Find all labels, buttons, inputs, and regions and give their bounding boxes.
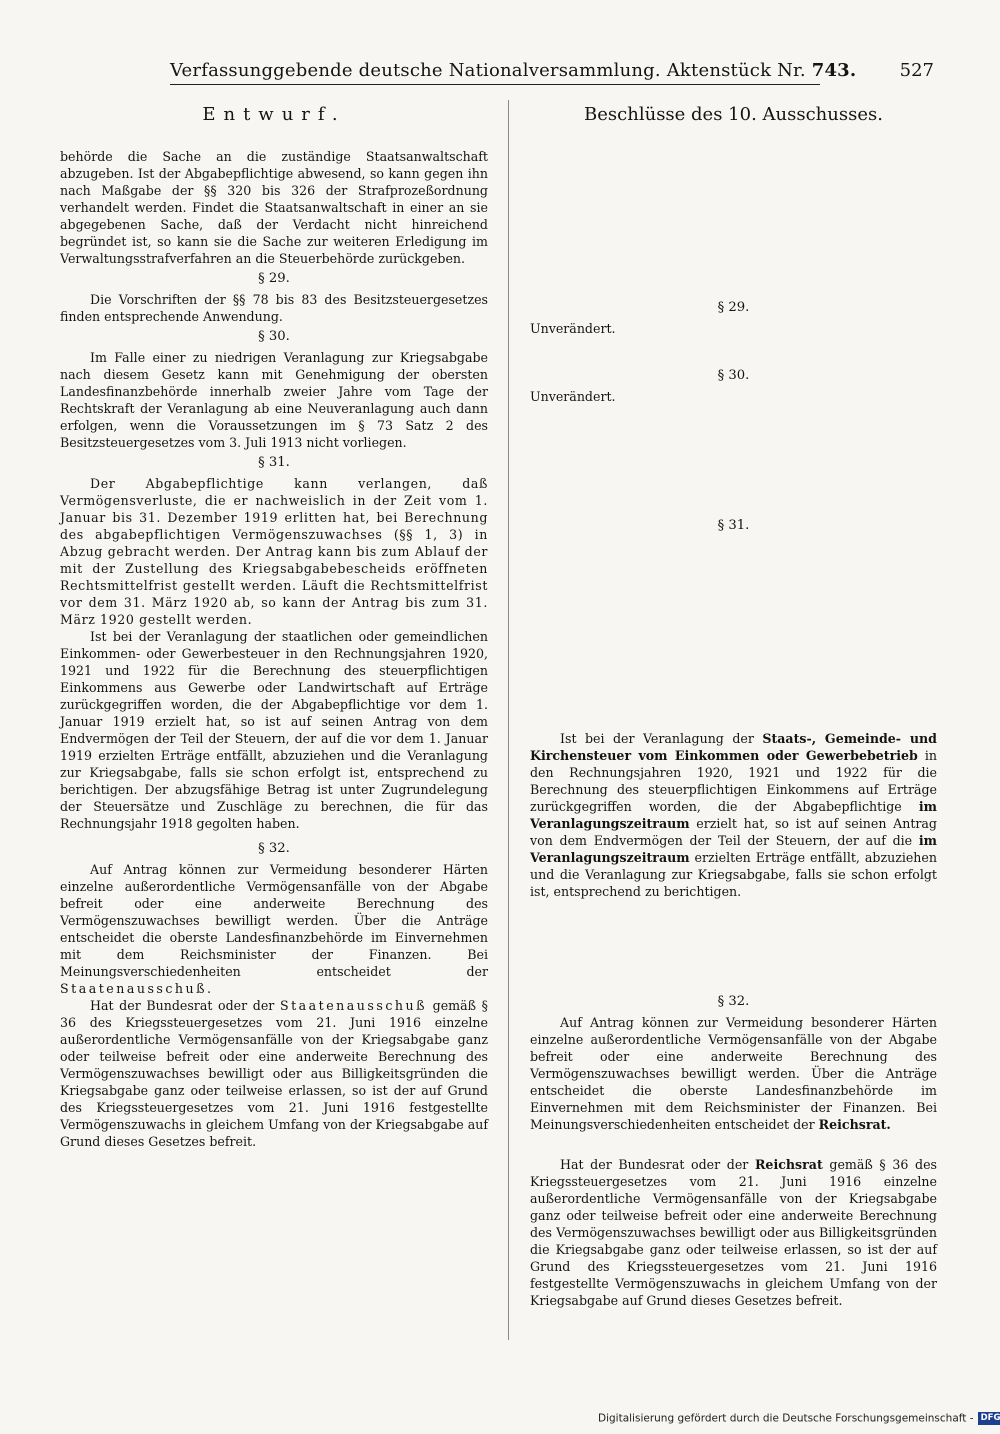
left-column-heading: Entwurf. <box>202 104 346 125</box>
section-32-paragraph-1 <box>60 861 488 997</box>
right-section-31-title: § 31. <box>717 518 750 533</box>
right-s32-p2-text-b: gemäß § 36 des Kriegssteuergesetzes vom 21. Juni 1916 einzelne außerordentliche Vermögensanfälle von der Kriegsabgabe ganz oder teilweise befreit oder eine anderweite Berechnung des Vermögenszuwachses bewilligt oder aus Billigkeitsgründen die Kriegsabgabe ganz oder teilweise erlassen, so ist der auf Grund des Kriegssteuergesetzes vom 21. Juni 1916 festgestellte Vermögenszuwachs in gleichem Umfang von der Kriegsabgabe auf Grund dieses Gesetzes befreit. <box>530 1157 937 1308</box>
section-31-paragraph-2: Ist bei der Veranlagung der staatlichen oder gemeindlichen Einkommen- oder Gewerbesteuer in den Rechnungsjahren 1920, 1921 und 1922 für die Berechnung des steuerpflichtigen Einkommens aus Gewerbe oder Landwirtschaft auf Erträge zurückgegriffen worden, die der Abgabepflichtige vor dem 1. Januar 1919 erzielt hat, so ist auf seinen Antrag von dem Endvermögen der Teil der Steuern, der auf die vor dem 1. Januar 1919 erzielten Erträge entfällt, abzuziehen und die Veranlagung zur Kriegsabgabe, falls sie schon erfolgt ist, entsprechend zu berichtigen. Der abzugsfähige Betrag ist unter Zugrundelegung der Steuersätze und Zuschläge zu berechnen, die für das Rechnungsjahr 1918 gegolten haben. <box>60 629 488 831</box>
section-31-paragraph-1: Der Abgabepflichtige kann verlangen, daß Vermögensverluste, die er nachweislich in der Zeit vom 1. Januar bis 31. Dezember 1919 erlitten hat, bei Berechnung des abgabepflichtigen Vermögenszuwachses (§§ 1, 3) in Abzug gebracht werden. Der Antrag kann bis zum Ablauf der mit der Zustellung des Kriegsabgabebescheids eröffneten Rechtsmittelfrist gestellt werden. Läuft die Rechtsmittelfrist vor dem 31. März 1920 ab, so kann der Antrag bis zum 31. März 1920 gestellt werden. <box>60 476 488 627</box>
right-section-30 <box>530 364 937 405</box>
right-section-29-text: Unverändert. <box>530 321 616 336</box>
running-title-text: Verfassunggebende deutsche Nationalversammlung. Aktenstück Nr. <box>170 60 806 81</box>
header-rule <box>170 84 820 85</box>
right-s31-bold-1: Staats-, Gemeinde- und Kirchensteuer vom Einkommen oder Gewerbebetrieb <box>530 731 937 763</box>
right-section-31-title-block <box>530 514 937 538</box>
section-30-text: Im Falle einer zu niedrigen Veranlagung zur Kriegsabgabe nach diesem Gesetz kann mit Genehmigung der obersten Landesfinanzbehörde innerhalb zweier Jahre vom Tage der Rechtskraft der Veranlagung ab eine Neuveranlagung auch dann erfolgen, wenn die Voraussetzungen im § 73 Satz 2 des Besitzsteuergesetzes vom 3. Juli 1913 nicht vorliegen. <box>60 350 488 450</box>
right-section-30-text: Unverändert. <box>530 389 616 404</box>
right-s32-p2-bold: Reichsrat <box>754 1157 823 1172</box>
right-s31-bold-2: im Veranlagungszeitraum <box>530 799 937 831</box>
section-31-title: § 31. <box>258 455 290 470</box>
left-column-draft <box>60 104 488 1150</box>
right-s31-text-c: erzielt hat, so ist auf seinen Antrag von dem Endvermögen der Teil der Steuern, der auf die <box>530 816 937 848</box>
section-29-title: § 29. <box>258 271 290 286</box>
right-s31-text-d: erzielten Erträge entfällt, abzuziehen und die Veranlagung zur Kriegsabgabe, falls sie schon erfolgt ist, entsprechend zu berichtigen. <box>530 850 937 899</box>
dfg-logo-icon: DFG <box>978 1412 1000 1425</box>
right-s31-text-a: Ist bei der Veranlagung der <box>560 731 754 746</box>
section-32-p2-text-a: Hat der Bundesrat oder der <box>90 998 275 1013</box>
section-29-text: Die Vorschriften der §§ 78 bis 83 des Besitzsteuergesetzes finden entsprechende Anwendung. <box>60 292 488 324</box>
right-s31-bold-3: im Veranlagungszeitraum <box>530 833 937 865</box>
right-s31-text-b: in den Rechnungsjahren 1920, 1921 und 1922 für die Berechnung des steuerpflichtigen Einkommens auf Erträge zurückgegriffen worden, die der Abgabepflichtige <box>530 748 937 814</box>
right-section-30-title: § 30. <box>717 368 750 383</box>
section-32-p2-spaced-term: Staatenausschuß <box>279 998 428 1013</box>
document-number: 743. <box>811 60 857 81</box>
section-32-p2-text-b: gemäß § 36 des Kriegssteuergesetzes vom 21. Juni 1916 einzelne außerordentliche Vermögensanfälle von der Kriegsabgabe ganz oder teilweise befreit oder eine anderweite Berechnung des Vermögenszuwachses bewilligt oder aus Billigkeitsgründen die Kriegsabgabe ganz oder teilweise erlassen, so ist der auf Grund des Kriegssteuergesetzes vom 21. Juni 1916 festgestellte Vermögenszuwachs in gleichem Umfang von der Kriegsabgabe auf Grund dieses Gesetzes befreit. <box>60 998 488 1149</box>
right-section-32-paragraph-1 <box>530 1014 937 1133</box>
right-section-29 <box>530 296 937 337</box>
right-section-32-title: § 32. <box>717 994 750 1009</box>
section-32-p1-spaced-term: Staatenausschuß. <box>60 981 214 996</box>
page-header <box>170 60 940 84</box>
section-30-title: § 30. <box>258 329 290 344</box>
digitization-footer <box>598 1412 1000 1428</box>
right-s32-p1-bold: Reichsrat. <box>818 1117 891 1132</box>
page-number: 527 <box>899 60 934 81</box>
right-section-32 <box>530 990 937 1133</box>
right-section-32-part-2 <box>530 1156 937 1309</box>
right-section-32-paragraph-2 <box>530 1156 937 1309</box>
column-divider <box>508 100 509 1340</box>
right-column-heading: Beschlüsse des 10. Ausschusses. <box>584 104 883 125</box>
right-s32-p2-text-a: Hat der Bundesrat oder der <box>560 1157 749 1172</box>
section-32-title: § 32. <box>258 841 290 856</box>
intro-paragraph: behörde die Sache an die zuständige Staatsanwaltschaft abzugeben. Ist der Abgabepflichtige abwesend, so kann gegen ihn nach Maßgabe der §§ 320 bis 326 der Strafprozeßordnung verhandelt werden. Findet die Staatsanwaltschaft in einer an sie abgegebenen Sache, daß der Verdacht nicht hinreichend begründet ist, so kann sie die Sache zur weiteren Erledigung im Verwaltungsstrafverfahren an die Steuerbehörde zurückgeben. <box>60 149 488 266</box>
right-section-31-paragraph <box>530 730 937 900</box>
running-title <box>170 60 856 81</box>
section-32-paragraph-2 <box>60 997 488 1150</box>
footer-credit-text: Digitalisierung gefördert durch die Deutsche Forschungsgemeinschaft - <box>598 1412 974 1425</box>
right-s32-p1-text: Auf Antrag können zur Vermeidung besonderer Härten einzelne außerordentliche Vermögensanfälle von der Abgabe befreit oder eine anderweite Berechnung des Vermögenszuwachses bewilligt werden. Über die Anträge entscheidet die oberste Landesfinanzbehörde im Einvernehmen mit dem Reichsminister der Finanzen. Bei Meinungsverschiedenheiten entscheidet der <box>530 1015 937 1132</box>
right-section-31-body <box>530 730 937 900</box>
section-32-p1-text: Auf Antrag können zur Vermeidung besonderer Härten einzelne außerordentliche Vermögensanfälle von der Abgabe befreit oder eine anderweite Berechnung des Vermögenszuwachses bewilligt werden. Über die Anträge entscheidet die oberste Landesfinanzbehörde im Einvernehmen mit dem Reichsminister der Finanzen. Bei Meinungsverschiedenheiten entscheidet der <box>60 862 488 979</box>
right-section-29-title: § 29. <box>717 300 750 315</box>
right-column-committee <box>530 104 937 1344</box>
